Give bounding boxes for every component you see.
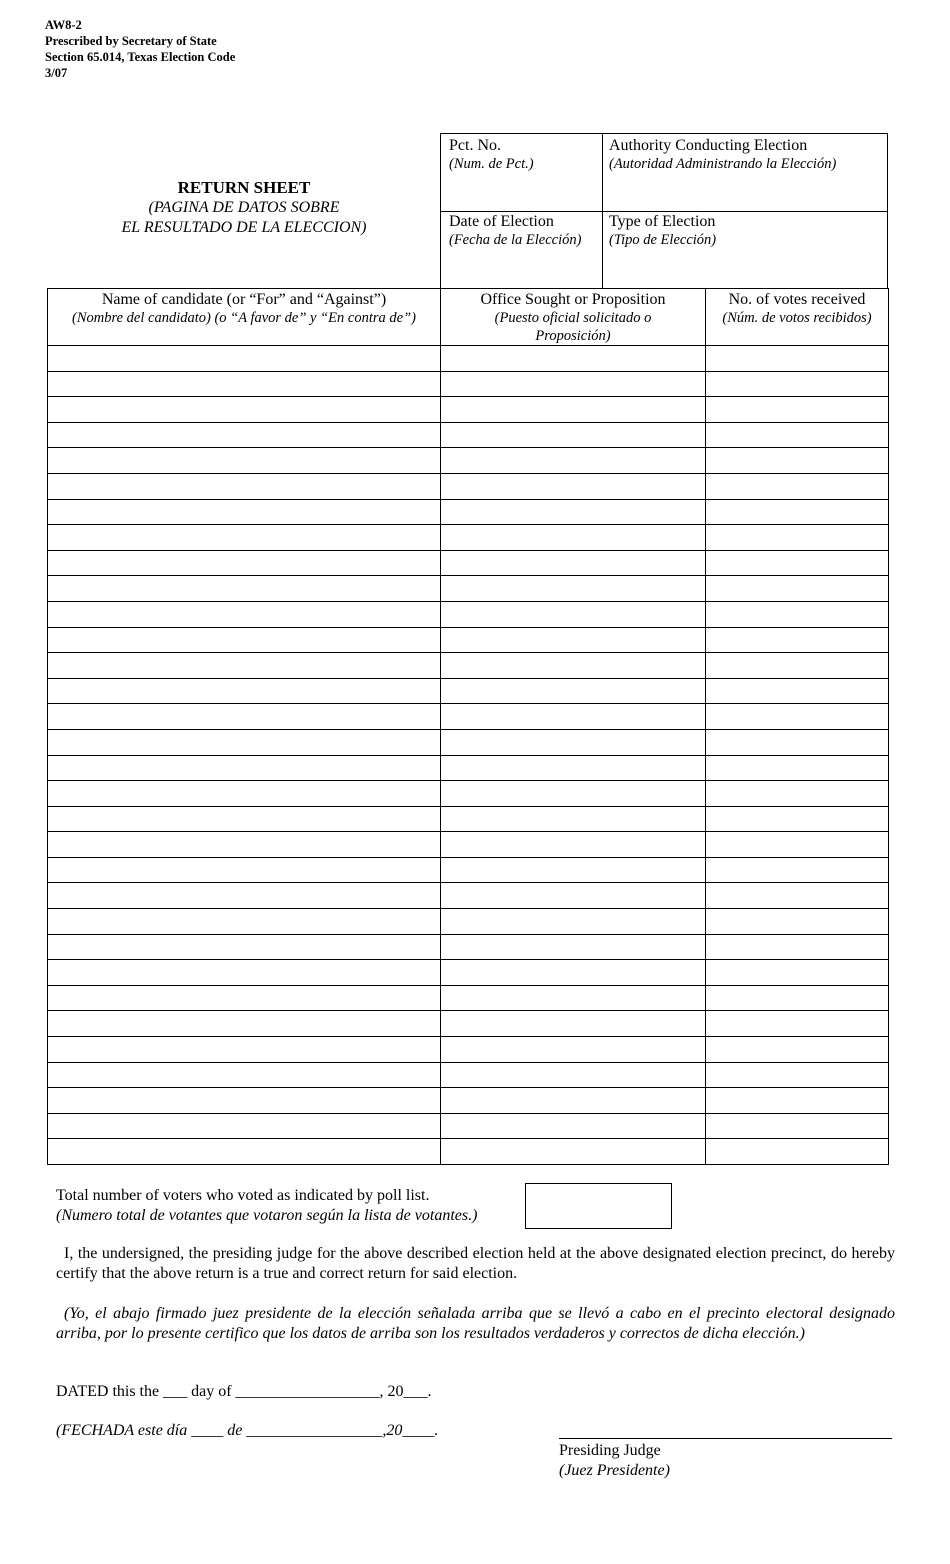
cell-candidate[interactable] — [48, 346, 441, 372]
cell-candidate[interactable] — [48, 1011, 441, 1037]
cell-candidate[interactable] — [48, 909, 441, 935]
cell-votes[interactable] — [706, 755, 889, 781]
cell-votes[interactable] — [706, 909, 889, 935]
table-row — [48, 653, 889, 679]
cell-candidate[interactable] — [48, 1088, 441, 1114]
total-voters-text: Total number of voters who voted as indicated by poll list. — [56, 1187, 430, 1204]
cell-candidate[interactable] — [48, 883, 441, 909]
table-row — [48, 371, 889, 397]
cell-office[interactable] — [441, 422, 706, 448]
cell-office[interactable] — [441, 678, 706, 704]
cell-office[interactable] — [441, 960, 706, 986]
cell-candidate[interactable] — [48, 985, 441, 1011]
pct-no-label-es: (Num. de Pct.) — [449, 156, 534, 172]
dated-line[interactable]: DATED this the ___ day of __________________, 20___. — [56, 1383, 432, 1400]
prescribed-by: Prescribed by Secretary of State — [45, 34, 217, 48]
cell-votes[interactable] — [706, 499, 889, 525]
cell-candidate[interactable] — [48, 576, 441, 602]
cell-candidate[interactable] — [48, 1037, 441, 1063]
authority-label: Authority Conducting Election — [609, 137, 808, 154]
table-row — [48, 704, 889, 730]
cell-candidate[interactable] — [48, 704, 441, 730]
cell-candidate[interactable] — [48, 755, 441, 781]
cell-office[interactable] — [441, 1088, 706, 1114]
results-body — [48, 346, 889, 1165]
cell-candidate[interactable] — [48, 448, 441, 474]
table-row — [48, 601, 889, 627]
table-row — [48, 755, 889, 781]
cell-office[interactable] — [441, 601, 706, 627]
cell-office[interactable] — [441, 397, 706, 423]
table-row — [48, 397, 889, 423]
cell-candidate[interactable] — [48, 601, 441, 627]
total-voters-text-es: (Numero total de votantes que votaron según la lista de votantes.) — [56, 1207, 478, 1224]
cell-candidate[interactable] — [48, 473, 441, 499]
cell-votes[interactable] — [706, 781, 889, 807]
column-label: Office Sought or Proposition — [480, 291, 666, 308]
pct-no-field[interactable] — [440, 133, 603, 212]
cell-office[interactable] — [441, 1011, 706, 1037]
column-header-office — [441, 289, 706, 346]
cell-candidate[interactable] — [48, 525, 441, 551]
cell-votes[interactable] — [706, 473, 889, 499]
authority-field[interactable] — [601, 133, 888, 212]
cell-candidate[interactable] — [48, 550, 441, 576]
cell-office[interactable] — [441, 1139, 706, 1165]
cell-office[interactable] — [441, 729, 706, 755]
cell-votes[interactable] — [706, 397, 889, 423]
table-row — [48, 909, 889, 935]
table-row — [48, 1139, 889, 1165]
cell-candidate[interactable] — [48, 499, 441, 525]
table-row — [48, 1113, 889, 1139]
date-of-election-field[interactable] — [440, 210, 603, 289]
table-row — [48, 806, 889, 832]
cell-votes[interactable] — [706, 1062, 889, 1088]
cell-votes[interactable] — [706, 729, 889, 755]
cell-candidate[interactable] — [48, 397, 441, 423]
type-of-election-field[interactable] — [601, 210, 888, 289]
cell-office[interactable] — [441, 1062, 706, 1088]
cell-votes[interactable] — [706, 653, 889, 679]
cell-office[interactable] — [441, 346, 706, 372]
cell-office[interactable] — [441, 627, 706, 653]
cell-votes[interactable] — [706, 1011, 889, 1037]
cell-office[interactable] — [441, 371, 706, 397]
column-label: No. of votes received — [728, 291, 866, 308]
table-row — [48, 832, 889, 858]
column-label-es: (Nombre del candidato) (o “A favor de” y “En contra de”) — [72, 310, 416, 326]
cell-votes[interactable] — [706, 704, 889, 730]
presiding-judge-label: Presiding Judge — [559, 1442, 661, 1459]
title-sub-line2: EL RESULTADO DE LA ELECCION) — [121, 219, 367, 236]
column-label-es: (Núm. de votos recibidos) — [722, 310, 872, 326]
cell-votes[interactable] — [706, 1113, 889, 1139]
total-voters-input[interactable] — [525, 1183, 672, 1229]
table-row — [48, 883, 889, 909]
table-row — [48, 934, 889, 960]
cell-votes[interactable] — [706, 1139, 889, 1165]
cell-office[interactable] — [441, 806, 706, 832]
cell-candidate[interactable] — [48, 422, 441, 448]
signature-label — [559, 1441, 670, 1481]
cell-votes[interactable] — [706, 1088, 889, 1114]
column-label-es: (Puesto oficial solicitado o Proposición) — [494, 310, 652, 344]
cell-candidate[interactable] — [48, 806, 441, 832]
cell-votes[interactable] — [706, 550, 889, 576]
cell-candidate[interactable] — [48, 653, 441, 679]
table-row — [48, 678, 889, 704]
form-header — [45, 17, 235, 81]
cell-office[interactable] — [441, 985, 706, 1011]
form-id: AW8-2 — [45, 18, 82, 32]
cell-office[interactable] — [441, 576, 706, 602]
cell-office[interactable] — [441, 883, 706, 909]
table-row — [48, 1062, 889, 1088]
table-row — [48, 422, 889, 448]
presiding-judge-label-es: (Juez Presidente) — [559, 1462, 670, 1479]
table-row — [48, 550, 889, 576]
code-section: Section 65.014, Texas Election Code — [45, 50, 236, 64]
pct-no-label: Pct. No. — [449, 137, 501, 154]
cell-votes[interactable] — [706, 601, 889, 627]
cell-office[interactable] — [441, 934, 706, 960]
table-row — [48, 729, 889, 755]
cell-candidate[interactable] — [48, 678, 441, 704]
cell-candidate[interactable] — [48, 857, 441, 883]
type-of-election-label: Type of Election — [609, 213, 716, 230]
cell-votes[interactable] — [706, 422, 889, 448]
table-header-row — [48, 289, 889, 346]
cell-candidate[interactable] — [48, 627, 441, 653]
cell-votes[interactable] — [706, 857, 889, 883]
cell-candidate[interactable] — [48, 832, 441, 858]
cell-office[interactable] — [441, 550, 706, 576]
table-row — [48, 781, 889, 807]
signature-line[interactable] — [559, 1438, 892, 1439]
cell-votes[interactable] — [706, 525, 889, 551]
table-row — [48, 985, 889, 1011]
title-sub-line1: (PAGINA DE DATOS SOBRE — [148, 199, 340, 216]
column-header-votes — [706, 289, 889, 346]
table-row — [48, 960, 889, 986]
table-row — [48, 627, 889, 653]
column-header-candidate — [48, 289, 441, 346]
certification-text: I, the undersigned, the presiding judge for the above described election held at the above designated election precinct, do hereby certify that the above return is a true and correct return for said election. — [56, 1245, 895, 1282]
table-row — [48, 576, 889, 602]
cell-office[interactable] — [441, 832, 706, 858]
cell-office[interactable] — [441, 909, 706, 935]
cell-votes[interactable] — [706, 448, 889, 474]
certification-text-es: (Yo, el abajo firmado juez presidente de la elección señalada arriba que se llevó a cabo en el precinto electoral designado arriba, por lo presente certifico que los datos de arriba son los resultados verdaderos y correctos de dicha elección.) — [56, 1305, 895, 1342]
cell-office[interactable] — [441, 755, 706, 781]
cell-office[interactable] — [441, 1037, 706, 1063]
cell-votes[interactable] — [706, 806, 889, 832]
cell-candidate[interactable] — [48, 1139, 441, 1165]
date-of-election-label: Date of Election — [449, 213, 554, 230]
table-row — [48, 857, 889, 883]
page-title — [48, 178, 440, 238]
cell-candidate[interactable] — [48, 781, 441, 807]
table-row — [48, 499, 889, 525]
cell-votes[interactable] — [706, 576, 889, 602]
cell-votes[interactable] — [706, 1037, 889, 1063]
cell-office[interactable] — [441, 525, 706, 551]
results-table — [47, 288, 889, 1165]
date-of-election-label-es: (Fecha de la Elección) — [449, 232, 582, 248]
cell-office[interactable] — [441, 704, 706, 730]
cell-votes[interactable] — [706, 883, 889, 909]
table-row — [48, 525, 889, 551]
total-voters-label — [56, 1186, 477, 1226]
table-row — [48, 1037, 889, 1063]
cell-votes[interactable] — [706, 678, 889, 704]
table-row — [48, 473, 889, 499]
cell-votes[interactable] — [706, 934, 889, 960]
cell-office[interactable] — [441, 448, 706, 474]
cell-office[interactable] — [441, 1113, 706, 1139]
cell-candidate[interactable] — [48, 960, 441, 986]
table-row — [48, 1088, 889, 1114]
type-of-election-label-es: (Tipo de Elección) — [609, 232, 717, 248]
cell-votes[interactable] — [706, 985, 889, 1011]
cell-votes[interactable] — [706, 371, 889, 397]
cell-candidate[interactable] — [48, 729, 441, 755]
cell-votes[interactable] — [706, 346, 889, 372]
table-row — [48, 448, 889, 474]
cell-office[interactable] — [441, 857, 706, 883]
cell-candidate[interactable] — [48, 1062, 441, 1088]
cell-office[interactable] — [441, 473, 706, 499]
cell-office[interactable] — [441, 653, 706, 679]
cell-candidate[interactable] — [48, 934, 441, 960]
title-main: RETURN SHEET — [177, 178, 311, 197]
cell-office[interactable] — [441, 499, 706, 525]
dated-line-es[interactable]: (FECHADA este día ____ de _________________,20____. — [56, 1422, 439, 1439]
form-revision: 3/07 — [45, 66, 68, 80]
authority-label-es: (Autoridad Administrando la Elección) — [609, 156, 837, 172]
cell-votes[interactable] — [706, 627, 889, 653]
table-row — [48, 1011, 889, 1037]
cell-votes[interactable] — [706, 832, 889, 858]
cell-votes[interactable] — [706, 960, 889, 986]
cell-candidate[interactable] — [48, 371, 441, 397]
table-row — [48, 346, 889, 372]
cell-candidate[interactable] — [48, 1113, 441, 1139]
cell-office[interactable] — [441, 781, 706, 807]
column-label: Name of candidate (or “For” and “Against”) — [101, 291, 387, 308]
